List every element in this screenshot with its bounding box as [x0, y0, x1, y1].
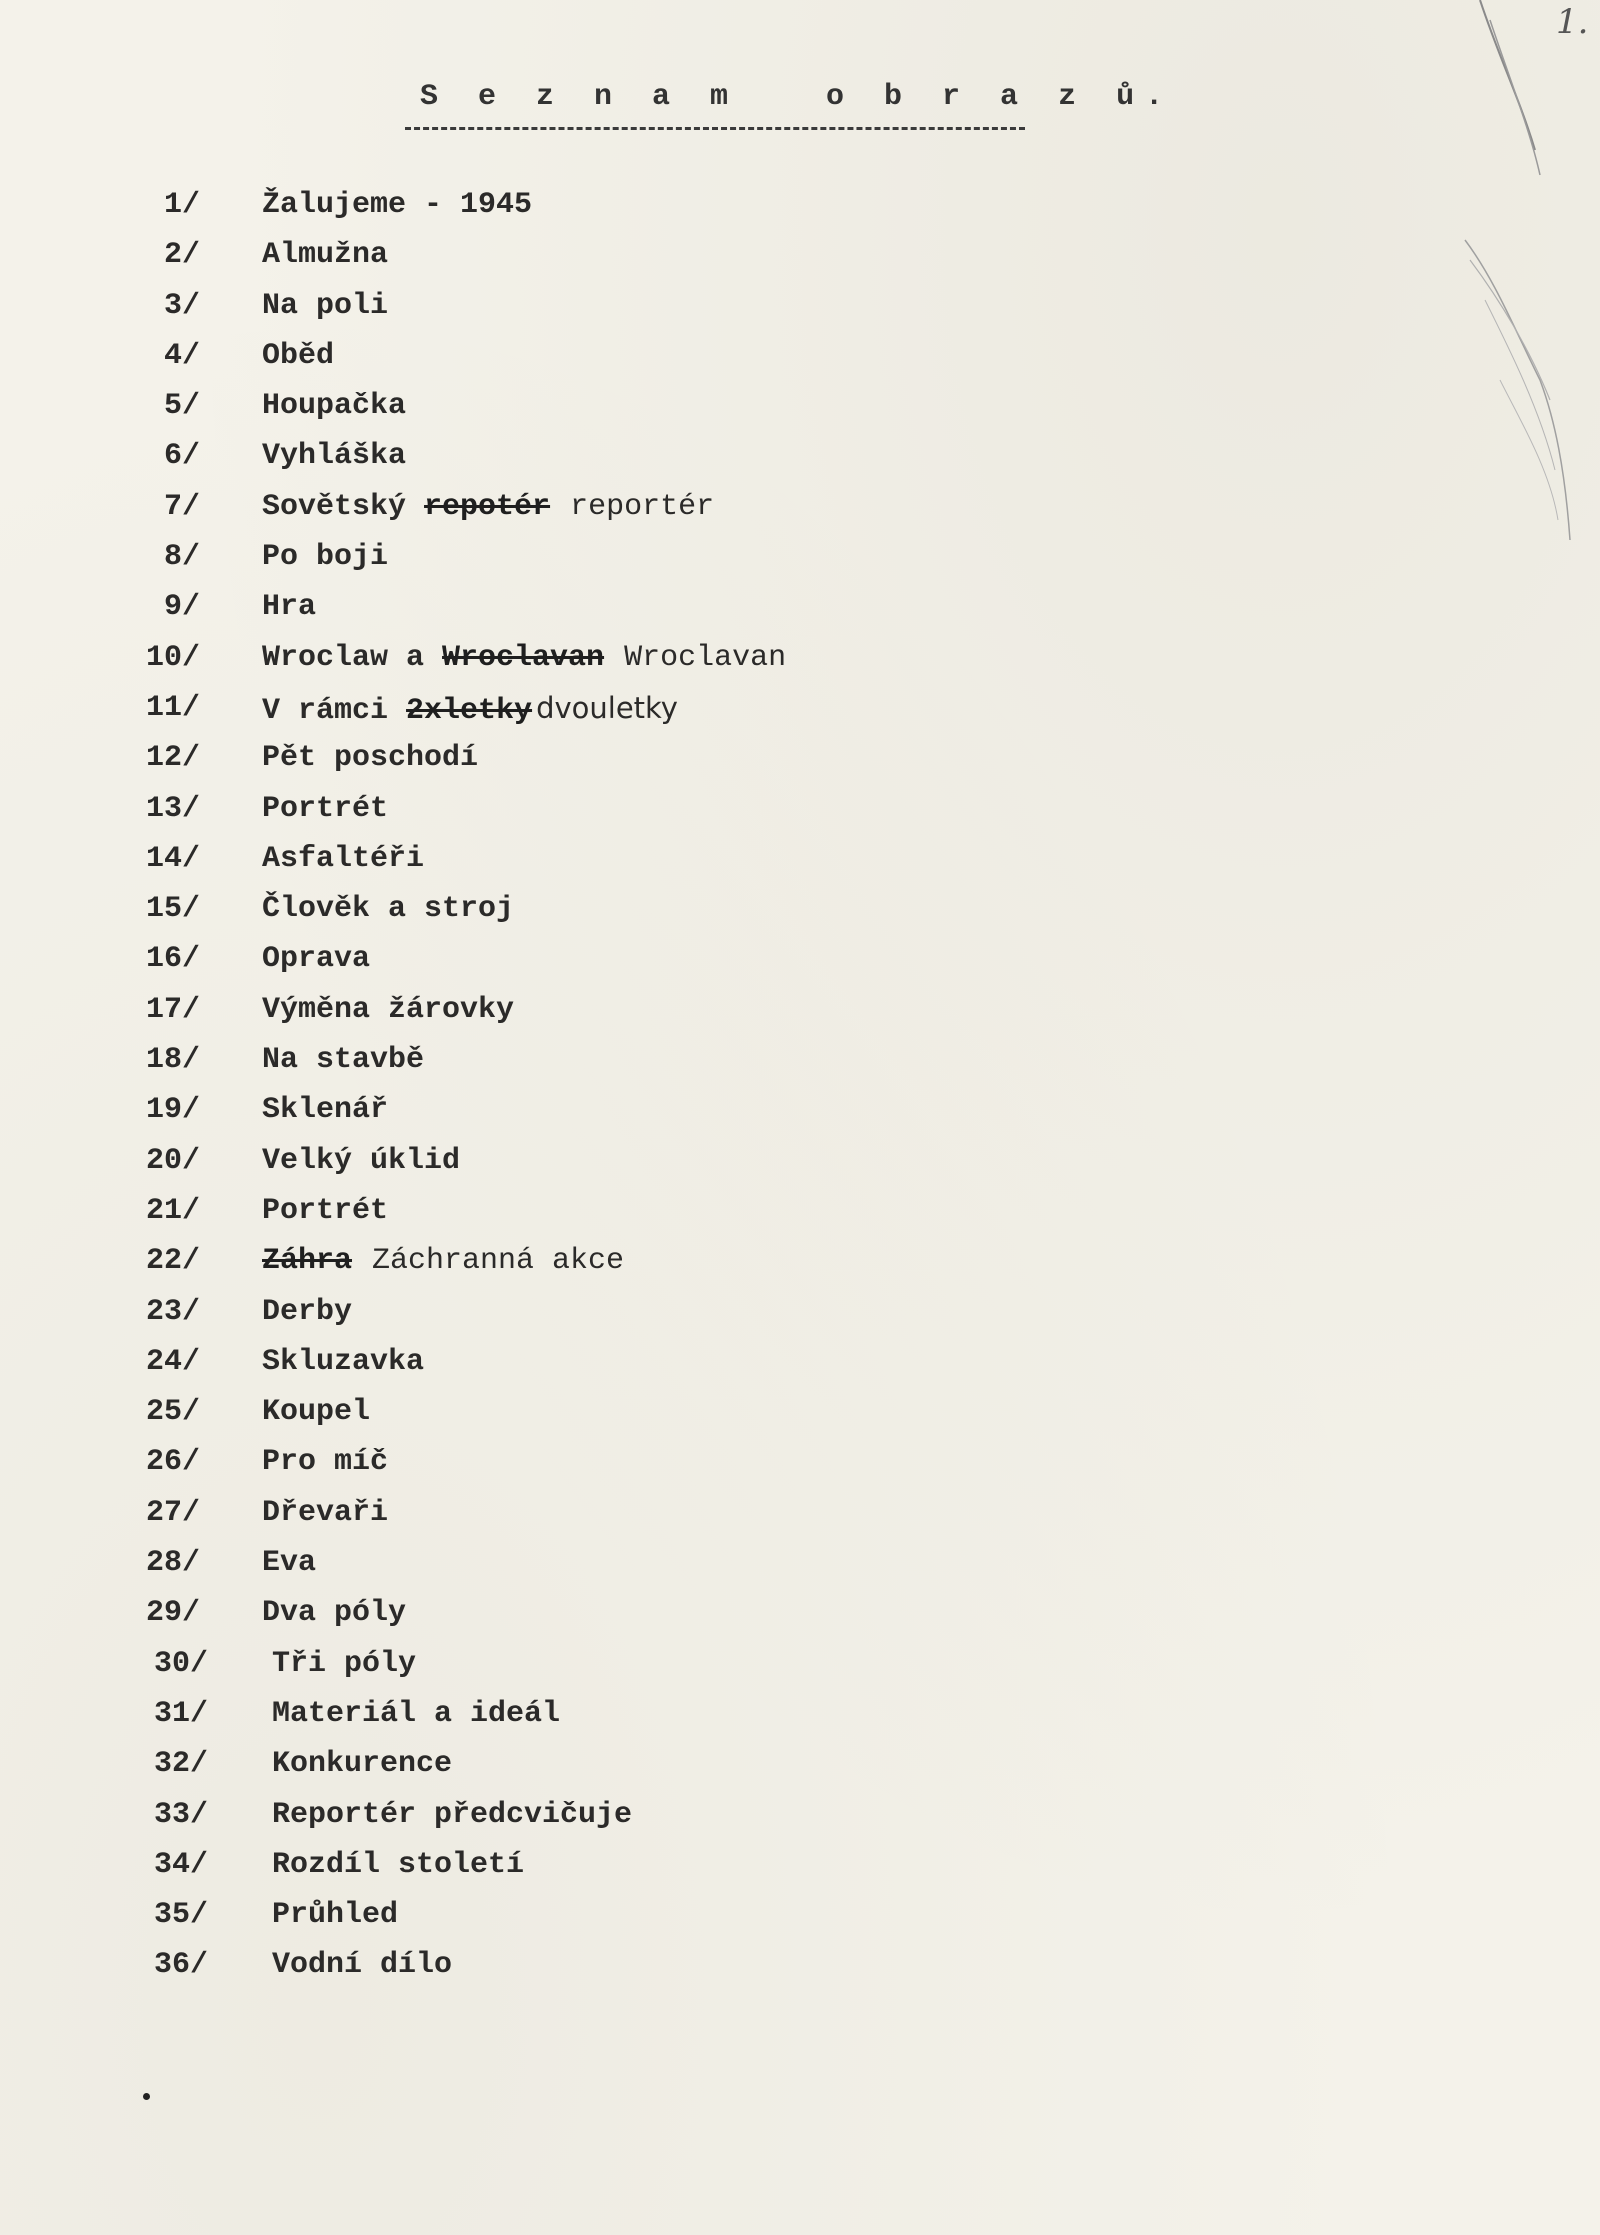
item-title-text: Na poli: [262, 288, 389, 323]
list-item: [0, 934, 1600, 984]
item-title-text: Oběd: [262, 338, 335, 373]
item-title-text: Pět poschodí: [262, 741, 479, 776]
item-title-text: Eva: [262, 1546, 317, 1581]
list-item: [0, 1136, 1600, 1186]
item-number: 30/: [153, 1646, 208, 1681]
item-title: [272, 1840, 524, 1890]
list-item: [0, 1387, 1600, 1437]
list-item: [0, 633, 1600, 683]
item-title: [262, 1588, 406, 1638]
list-item: [0, 1639, 1600, 1689]
item-number: 5/: [163, 389, 200, 424]
item-number: 9/: [163, 590, 200, 625]
item-number: 31/: [153, 1696, 208, 1731]
item-number: 34/: [153, 1847, 208, 1882]
title-underline: [405, 127, 1025, 130]
item-number: 21/: [145, 1193, 200, 1228]
list-item: [0, 1790, 1600, 1840]
list-item: [0, 1035, 1600, 1085]
list-item: [0, 1085, 1600, 1135]
list-item: [0, 230, 1600, 280]
item-number: 6/: [163, 439, 200, 474]
item-title: [262, 834, 424, 884]
item-number: 28/: [145, 1546, 200, 1581]
item-title-text: Po boji: [262, 540, 389, 575]
item-title-text: Žalujeme - 1945: [262, 188, 533, 222]
item-number: 36/: [153, 1948, 208, 1983]
item-title: [262, 733, 478, 783]
correction-text: reportér: [570, 489, 715, 524]
item-title-text: Na stavbě: [262, 1043, 425, 1078]
item-title: [262, 1287, 352, 1337]
item-title: [272, 1940, 452, 1990]
item-number: 19/: [145, 1093, 200, 1128]
list-item: [0, 1186, 1600, 1236]
item-title-text: Almužna: [262, 238, 389, 273]
item-title-text: Wroclaw a: [262, 640, 425, 675]
list-item: [0, 180, 1600, 230]
item-title: [262, 1085, 388, 1135]
item-number: 14/: [145, 841, 200, 876]
item-number: 23/: [145, 1294, 200, 1329]
struck-out-text: Wroclavan: [442, 640, 605, 675]
item-number: 25/: [145, 1395, 200, 1430]
list-item: [0, 1840, 1600, 1890]
item-title-text: Houpačka: [262, 389, 407, 424]
item-title: [262, 633, 786, 683]
struck-out-text: 2xletky: [406, 693, 533, 728]
list-item: [0, 1890, 1600, 1940]
item-title: [262, 1437, 388, 1487]
list-item: [0, 884, 1600, 934]
item-title: [262, 180, 532, 230]
correction-text: Záchranná akce: [372, 1244, 625, 1279]
ink-dot: [143, 2093, 150, 2100]
item-title-text: Portrét: [262, 791, 389, 826]
list-item: [0, 1538, 1600, 1588]
item-title: [272, 1639, 416, 1689]
item-number: 20/: [145, 1143, 200, 1178]
item-number: 4/: [163, 338, 200, 373]
list-item: [0, 1488, 1600, 1538]
item-title: [262, 482, 714, 532]
list-item: [0, 281, 1600, 331]
item-title: [272, 1739, 452, 1789]
item-title-text: Asfaltéři: [262, 841, 425, 876]
item-title: [262, 1538, 316, 1588]
correction-text: Wroclavan: [624, 640, 787, 675]
item-number: 1/: [163, 188, 200, 222]
item-number: 11/: [145, 690, 200, 725]
page-number: 1.: [1556, 2, 1589, 42]
item-title: [262, 582, 316, 632]
item-title: [262, 281, 388, 331]
list-item: [0, 1236, 1600, 1286]
list-item: [0, 1337, 1600, 1387]
list-item: [0, 331, 1600, 381]
struck-out-text: repotér: [424, 489, 551, 524]
item-title: [262, 1337, 424, 1387]
item-title: [262, 381, 406, 431]
item-number: 13/: [145, 791, 200, 826]
item-number: 12/: [145, 741, 200, 776]
list-item: [0, 985, 1600, 1035]
item-title-text: Dřevaři: [262, 1495, 389, 1530]
list-item: [0, 1739, 1600, 1789]
item-number: 35/: [153, 1898, 208, 1933]
item-title-text: Konkurence: [272, 1747, 453, 1782]
list-item: [0, 482, 1600, 532]
item-title-text: Materiál a ideál: [272, 1696, 561, 1731]
item-title-text: Člověk a stroj: [262, 892, 515, 927]
list-item: [0, 381, 1600, 431]
item-number: 7/: [163, 489, 200, 524]
item-title-text: Derby: [262, 1294, 353, 1329]
item-title-text: Reportér předcvičuje: [272, 1797, 633, 1832]
item-title: [262, 1035, 424, 1085]
item-number: 22/: [145, 1244, 200, 1279]
item-number: 17/: [145, 992, 200, 1027]
item-title-text: Sklenář: [262, 1093, 389, 1128]
item-number: 16/: [145, 942, 200, 977]
item-title: [262, 1186, 388, 1236]
item-number: 8/: [163, 540, 200, 575]
item-title: [262, 683, 678, 736]
item-title: [262, 431, 406, 481]
image-list: [0, 180, 1600, 1991]
item-title-text: Oprava: [262, 942, 371, 977]
item-title-text: Sovětský: [262, 489, 407, 524]
item-title: [272, 1890, 398, 1940]
item-title: [262, 934, 370, 984]
list-item: [0, 1437, 1600, 1487]
item-title: [262, 230, 388, 280]
item-title-text: Vyhláška: [262, 439, 407, 474]
item-number: 2/: [163, 238, 200, 273]
item-number: 3/: [163, 288, 200, 323]
list-item: [0, 683, 1600, 733]
list-item: [0, 1287, 1600, 1337]
item-title: [272, 1790, 632, 1840]
item-title-text: Rozdíl století: [272, 1847, 525, 1882]
item-number: 32/: [153, 1747, 208, 1782]
item-title: [262, 1488, 388, 1538]
item-title: [262, 985, 514, 1035]
item-title-text: Velký úklid: [262, 1143, 461, 1178]
item-title-text: Průhled: [272, 1898, 399, 1933]
struck-out-text: Záhra: [262, 1244, 353, 1279]
item-number: 24/: [145, 1344, 200, 1379]
list-item: [0, 1940, 1600, 1990]
list-item: [0, 733, 1600, 783]
item-number: 29/: [145, 1596, 200, 1631]
item-title-text: Hra: [262, 590, 317, 625]
list-item: [0, 1588, 1600, 1638]
item-number: 26/: [145, 1445, 200, 1480]
item-title: [262, 331, 334, 381]
list-item: [0, 532, 1600, 582]
list-item: [0, 784, 1600, 834]
item-title-text: V rámci: [262, 693, 389, 728]
item-title-text: Skluzavka: [262, 1344, 425, 1379]
item-number: 18/: [145, 1043, 200, 1078]
item-number: 27/: [145, 1495, 200, 1530]
list-item: [0, 834, 1600, 884]
item-title: [262, 1236, 624, 1286]
item-title: [262, 1136, 460, 1186]
handwritten-correction: dvouletky: [536, 690, 678, 725]
item-number: 10/: [145, 640, 200, 675]
item-title: [272, 1689, 560, 1739]
item-title-text: Výměna žárovky: [262, 992, 515, 1027]
item-title: [262, 532, 388, 582]
item-title-text: Portrét: [262, 1193, 389, 1228]
item-title: [262, 1387, 370, 1437]
item-title-text: Tři póly: [272, 1646, 417, 1681]
item-number: 15/: [145, 892, 200, 927]
item-title-text: Vodní dílo: [272, 1948, 453, 1983]
list-item: [0, 582, 1600, 632]
list-item: [0, 1689, 1600, 1739]
item-title-text: Pro míč: [262, 1445, 389, 1480]
item-title-text: Koupel: [262, 1395, 371, 1430]
item-title: [262, 884, 514, 934]
item-title-text: Dva póly: [262, 1596, 407, 1631]
page-title: S e z n a m o b r a z ů.: [420, 80, 1175, 114]
list-item: [0, 431, 1600, 481]
item-number: 33/: [153, 1797, 208, 1832]
item-title: [262, 784, 388, 834]
